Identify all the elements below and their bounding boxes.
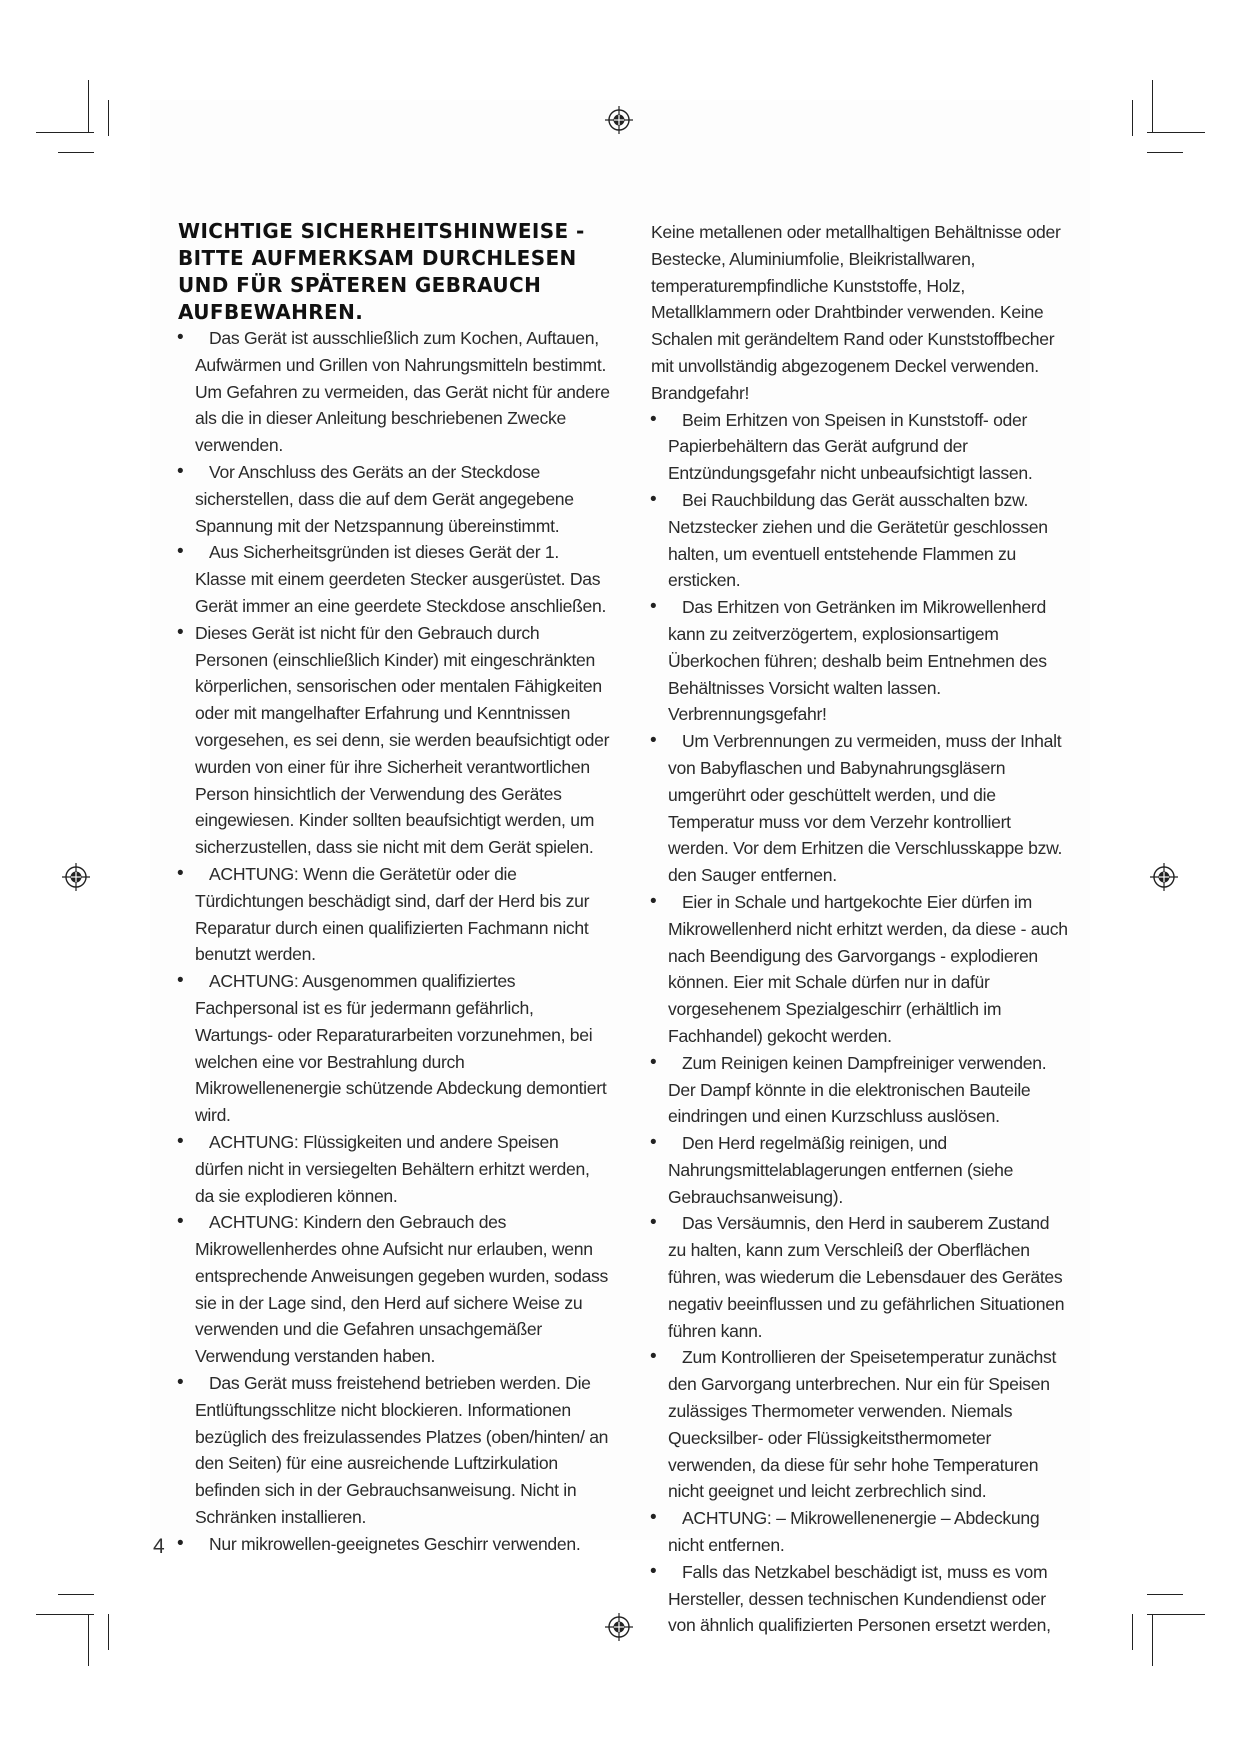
list-item: • Um Verbrennungen zu vermeiden, muss der Inhalt von Babyflaschen und Babynahrungsgläsern umgerührt oder geschüttelt werden, und die Temperatur muss vor dem Verzehr kontrolliert werden. Vor dem Erhitzen die Verschlusskappe bzw. den Sauger entfernen. <box>651 728 1069 889</box>
crop-mark <box>1132 100 1133 136</box>
list-item: • ACHTUNG: Wenn die Gerätetür oder die Türdichtungen beschädigt sind, darf der Herd bis zur Reparatur durch einen qualifizierten Fachmann nicht benutzt werden. <box>178 861 611 968</box>
crop-mark <box>58 152 94 153</box>
list-item: • Das Gerät muss freistehend betrieben werden. Die Entlüftungsschlitze nicht blockieren. Informationen bezüglich des freizulassendes Platzes (oben/hinten/ an den Seiten) für eine ausreichende Luftzirkulation befinden sich in der Gebrauchsanweisung. Nicht in Schränken installieren. <box>178 1370 611 1531</box>
safety-heading: WICHTIGE SICHERHEITSHINWEISE - BITTE AUFMERKSAM DURCHLESEN UND FÜR SPÄTEREN GEBRAUCH AUFBEWAHREN. <box>178 219 585 324</box>
crop-mark <box>1152 1614 1153 1666</box>
crop-mark <box>36 1614 94 1615</box>
list-item: • Den Herd regelmäßig reinigen, und Nahrungsmittelablagerungen entfernen (siehe Gebrauchsanweisung). <box>651 1130 1069 1210</box>
crop-mark <box>1147 152 1183 153</box>
crop-mark <box>1152 80 1153 132</box>
crop-mark <box>1147 132 1205 133</box>
crosshair-registration-icon <box>605 106 633 134</box>
crop-mark <box>36 132 94 133</box>
list-item: • Falls das Netzkabel beschädigt ist, muss es vom Hersteller, dessen technischen Kundendienst oder von ähnlich qualifizierten Personen ersetzt werden, <box>651 1559 1069 1639</box>
crop-mark <box>108 1614 109 1650</box>
list-item: • Nur mikrowellen-geeignetes Geschirr verwenden. <box>178 1531 611 1558</box>
list-item: • Beim Erhitzen von Speisen in Kunststoff- oder Papierbehältern das Gerät aufgrund der Entzündungsgefahr nicht unbeaufsichtigt lassen. <box>651 407 1069 487</box>
page-number: 4 <box>153 1535 165 1558</box>
crop-mark <box>1147 1594 1183 1595</box>
crosshair-registration-icon <box>605 1613 633 1641</box>
list-item: • Das Gerät ist ausschließlich zum Kochen, Auftauen, Aufwärmen und Grillen von Nahrungsmitteln bestimmt. Um Gefahren zu vermeiden, das Gerät nicht für andere als die in dieser Anleitung beschriebenen Zwecke verwenden. <box>178 325 611 459</box>
list-item: • ACHTUNG: – Mikrowellenenergie – Abdeckung nicht entfernen. <box>651 1505 1069 1559</box>
crop-mark <box>88 1614 89 1666</box>
continued-paragraph: Keine metallenen oder metallhaltigen Behältnisse oder Bestecke, Aluminiumfolie, Bleikristallwaren, temperaturempfindliche Kunststoffe, Holz, Metallklammern oder Drahtbinder verwenden. Keine Schalen mit gerändeltem Rand oder Kunststoffbecher mit unvollständig abgezogenem Deckel verwenden. Brandgefahr! <box>651 222 1061 403</box>
crop-mark <box>108 100 109 136</box>
list-item: • Vor Anschluss des Geräts an der Steckdose sicherstellen, dass die auf dem Gerät angegebene Spannung mit der Netzspannung übereinstimmt. <box>178 459 611 539</box>
list-item: • Aus Sicherheitsgründen ist dieses Gerät der 1. Klasse mit einem geerdeten Stecker ausgerüstet. Das Gerät immer an eine geerdete Steckdose anschließen. <box>178 539 611 619</box>
list-item: • Das Erhitzen von Getränken im Mikrowellenherd kann zu zeitverzögertem, explosionsartigem Überkochen führen; deshalb beim Entnehmen des Behältnisses Vorsicht walten lassen. Verbrennungsgefahr! <box>651 594 1069 728</box>
list-item: • ACHTUNG: Flüssigkeiten und andere Speisen dürfen nicht in versiegelten Behältern erhitzt werden, da sie explodieren können. <box>178 1129 611 1209</box>
left-column <box>178 325 611 1558</box>
list-item: • ACHTUNG: Ausgenommen qualifiziertes Fachpersonal ist es für jedermann gefährlich, Wartungs- oder Reparaturarbeiten vorzunehmen, bei welchen eine vor Bestrahlung durch Mikrowellenenergie schützende Abdeckung demontiert wird. <box>178 968 611 1129</box>
list-item: • Bei Rauchbildung das Gerät ausschalten bzw. Netzstecker ziehen und die Gerätetür geschlossen halten, um eventuell entstehende Flammen zu ersticken. <box>651 487 1069 594</box>
list-item: • Zum Kontrollieren der Speisetemperatur zunächst den Garvorgang unterbrechen. Nur ein für Speisen zulässiges Thermometer verwenden. Niemals Quecksilber- oder Flüssigkeitsthermometer verwenden, da diese für sehr hohe Temperaturen nicht geeignet und leicht zerbrechlich sind. <box>651 1344 1069 1505</box>
crop-mark <box>1132 1614 1133 1650</box>
right-column <box>651 219 1069 1639</box>
crop-mark <box>58 1594 94 1595</box>
crosshair-registration-icon <box>62 863 90 891</box>
list-item: • Das Versäumnis, den Herd in sauberem Zustand zu halten, kann zum Verschleiß der Oberflächen führen, was wiederum die Lebensdauer des Gerätes negativ beeinflussen und zu gefährlichen Situationen führen kann. <box>651 1210 1069 1344</box>
list-item: • Eier in Schale und hartgekochte Eier dürfen im Mikrowellenherd nicht erhitzt werden, da diese - auch nach Beendigung des Garvorgangs - explodieren können. Eier mit Schale dürfen nur in dafür vorgesehenem Spezialgeschirr (erhältlich im Fachhandel) gekocht werden. <box>651 889 1069 1050</box>
list-item: • Dieses Gerät ist nicht für den Gebrauch durch Personen (einschließlich Kinder) mit eingeschränkten körperlichen, sensorischen oder mentalen Fähigkeiten oder mit mangelhafter Erfahrung und Kenntnissen vorgesehen, es sei denn, sie werden beaufsichtigt oder wurden von einer für ihre Sicherheit verantwortlichen Person hinsichtlich der Verwendung des Gerätes eingewiesen. Kinder sollten beaufsichtigt werden, um sicherzustellen, dass sie nicht mit dem Gerät spielen. <box>178 620 611 861</box>
crop-mark <box>1147 1614 1205 1615</box>
list-item: • Zum Reinigen keinen Dampfreiniger verwenden. Der Dampf könnte in die elektronischen Bauteile eindringen und einen Kurzschluss auslösen. <box>651 1050 1069 1130</box>
list-item: • ACHTUNG: Kindern den Gebrauch des Mikrowellenherdes ohne Aufsicht nur erlauben, wenn entsprechende Anweisungen gegeben wurden, sodass sie in der Lage sind, den Herd auf sichere Weise zu verwenden und die Gefahren unsachgemäßer Verwendung verstanden haben. <box>178 1209 611 1370</box>
crosshair-registration-icon <box>1150 863 1178 891</box>
crop-mark <box>88 80 89 132</box>
